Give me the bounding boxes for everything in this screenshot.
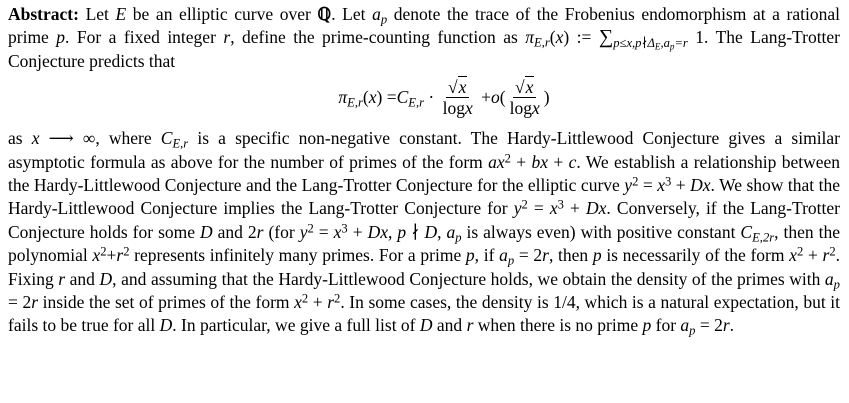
fraction: $\frac{√x}{\log x}$ xyxy=(442,77,473,119)
abstract-intro: Let E be an elliptic curve over ℚ. Let $a_p$ denote the trace of the Frobenius endomorphism at a rational prime p. For a fixed integer r, define the prime-counting function as $\pi_{E,r}(x)$ := $\sum_{p\le x,p∤\Delta_E,a_p=r}$ 1. The Lang-Trotter Conjecture predicts that xyxy=(8,4,841,71)
abstract-paragraph xyxy=(8,3,840,338)
abstract-body: as x ⟶ ∞, where $C_{E,r}$ is a specific non-negative constant. The Hardy-Littlewood Conjecture gives a similar asymptotic formula as above for the number of primes of the form $ax^2$ + bx + c. We establish a relationship between the Hardy-Littlewood Conjecture and the Lang-Trotter Conjecture for the elliptic curve $y^2 = x^3 + Dx$. We show that the Hardy-Littlewood Conjecture implies the Lang-Trotter Conjecture for $y^2 = x^3 + Dx$. Conversely, if the Lang-Trotter Conjecture holds for some D and 2r (for $y^2 = x^3 + Dx$, p ∤ D, $a_p$ is always even) with positive constant $C_{E,2r}$, then the polynomial $x^2+r^2$ represents infinitely many primes. For a prime p, if $a_p = 2r$, then p is necessarily of the form $x^2 + r^2$. Fixing r and D, and assuming that the Hardy-Littlewood Conjecture holds, we obtain the density of the primes with $a_p = 2r$ inside the set of primes of the form $x^2 + r^2$. In some cases, the density is 1/4, which is a natural expectation, but it fails to be true for all D. In particular, we give a full list of D and r when there is no prime p for $a_p = 2r$. xyxy=(8,128,841,338)
fraction: $\frac{√x}{\log x}$ xyxy=(509,77,540,119)
abstract-label: Abstract: xyxy=(8,4,79,24)
lang-trotter-formula: $\pi_{E,r}$ ( x ) = $C_{E,r}$ · $\frac{√x}{\log x}$ + o ( $\frac{√x}{\log x}$ ) xyxy=(338,77,550,119)
